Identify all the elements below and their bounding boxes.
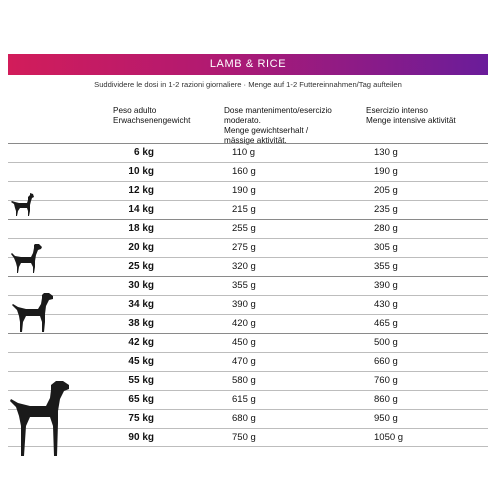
cell-weight: 10 kg [128,166,154,177]
cell-weight: 38 kg [128,318,154,329]
cell-intense: 430 g [374,299,398,310]
header-maintenance-line: mässige aktivität. [224,136,287,145]
header-maintenance-line: Dose mantenimento/esercizio [224,106,332,115]
cell-maintenance: 680 g [232,413,256,424]
cell-maintenance: 450 g [232,337,256,348]
cell-intense: 190 g [374,166,398,177]
cell-weight: 12 kg [128,185,154,196]
cell-weight: 45 kg [128,356,154,367]
cell-maintenance: 420 g [232,318,256,329]
header-intense-line: Esercizio intenso [366,106,428,115]
cell-intense: 205 g [374,185,398,196]
cell-intense: 305 g [374,242,398,253]
table-row [8,200,488,219]
cell-weight: 14 kg [128,204,154,215]
cell-maintenance: 275 g [232,242,256,253]
cell-maintenance: 355 g [232,280,256,291]
cell-maintenance: 215 g [232,204,256,215]
cell-weight: 30 kg [128,280,154,291]
cell-maintenance: 190 g [232,185,256,196]
cell-weight: 20 kg [128,242,154,253]
table-row [8,143,488,162]
cell-maintenance: 750 g [232,432,256,443]
header-intense-line: Menge intensive aktivität [366,116,456,125]
cell-weight: 55 kg [128,375,154,386]
dog-large-icon [8,290,56,334]
cell-weight: 42 kg [128,337,154,348]
cell-intense: 390 g [374,280,398,291]
cell-intense: 760 g [374,375,398,386]
cell-intense: 860 g [374,394,398,405]
cell-maintenance: 110 g [232,147,256,158]
dog-giant-icon [8,378,74,460]
cell-intense: 355 g [374,261,398,272]
table-row [8,352,488,371]
table-row [8,314,488,333]
table-row [8,390,488,409]
cell-maintenance: 320 g [232,261,256,272]
table-row [8,238,488,257]
table-row [8,333,488,352]
feeding-table [8,143,488,447]
cell-intense: 950 g [374,413,398,424]
dog-small-icon [8,190,36,218]
cell-intense: 280 g [374,223,398,234]
header-maintenance [224,106,332,146]
table-row [8,409,488,428]
table-row [8,428,488,447]
table-row [8,257,488,276]
header-weight [113,106,190,126]
cell-weight: 75 kg [128,413,154,424]
title-banner [8,54,488,75]
table-row [8,295,488,314]
cell-maintenance: 255 g [232,223,256,234]
cell-intense: 465 g [374,318,398,329]
table-row [8,276,488,295]
table-row [8,371,488,390]
cell-maintenance: 160 g [232,166,256,177]
cell-maintenance: 615 g [232,394,256,405]
cell-intense: 660 g [374,356,398,367]
cell-weight: 6 kg [133,147,154,158]
header-weight-line: Erwachsenengewicht [113,116,191,125]
cell-intense: 235 g [374,204,398,215]
dog-medium-icon [8,240,44,274]
cell-weight: 25 kg [128,261,154,272]
header-maintenance-line: moderato. [224,116,261,125]
cell-intense: 1050 g [374,432,404,443]
feeding-instructions: Suddividere le dosi in 1-2 razioni giornaliere · Menge auf 1-2 Futtereinnahmen/Tag aufteilen [94,80,402,89]
cell-weight: 34 kg [128,299,154,310]
header-intense [366,106,456,126]
banner-title: LAMB & RICE [209,58,287,70]
cell-weight: 90 kg [128,432,154,443]
table-row [8,181,488,200]
table-row [8,219,488,238]
cell-maintenance: 580 g [232,375,256,386]
cell-weight: 18 kg [128,223,154,234]
cell-maintenance: 470 g [232,356,256,367]
cell-intense: 500 g [374,337,398,348]
table-row [8,162,488,181]
cell-maintenance: 390 g [232,299,256,310]
cell-intense: 130 g [374,147,398,158]
cell-weight: 65 kg [128,394,154,405]
header-weight-line: Peso adulto [113,106,157,115]
header-maintenance-line: Menge gewichtserhalt / [224,126,309,135]
